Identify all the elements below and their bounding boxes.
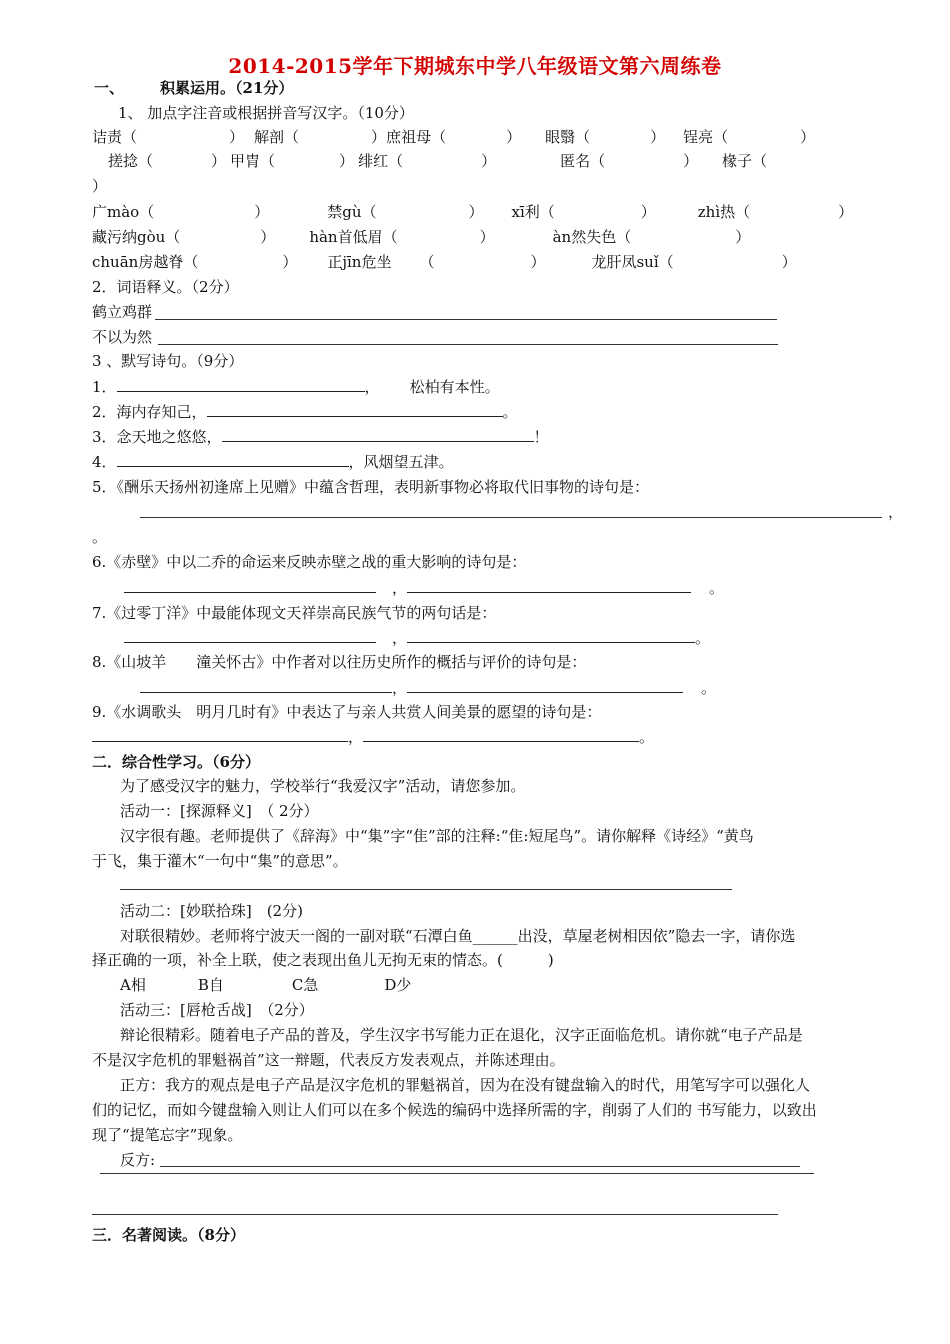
pro-argument-1: 正方：我方的观点是电子产品是汉字危机的罪魁祸首，因为在没有键盘输入的时代，用笔写字可以强化人 — [120, 1076, 811, 1094]
pinyin-row-2-close: ） — [92, 177, 108, 195]
answer-line-term-1[interactable] — [155, 319, 777, 320]
item-label: hàn首低眉（ — [309, 228, 398, 246]
poem-question-9: 9.《水调歌头 明月几时有》中表达了与亲人共赏人间美景的愿望的诗句是： — [92, 703, 602, 721]
pinyin-row-1: 诘责（ ） 解剖（ ）庶祖母（ ） 眼翳（ ） 锃亮（ ） — [92, 128, 816, 146]
blank[interactable] — [124, 578, 376, 593]
item-label: 搓捻（ — [108, 152, 154, 170]
activity-1-title: 活动一：[探源释义] （ 2分） — [120, 802, 319, 820]
section-3-heading: 三．名著阅读。（8分） — [92, 1226, 245, 1244]
answer-line-con-3[interactable] — [92, 1214, 778, 1215]
item-label: 正jīn危坐 — [327, 253, 392, 271]
activity-3-text-2: 不是汉字危机的罪魁祸首”这一辩题，代表反方发表观点，并陈述理由。 — [92, 1051, 565, 1069]
answer-line-con-1[interactable] — [160, 1166, 800, 1167]
blank[interactable] — [363, 727, 639, 742]
con-label: 反方: — [120, 1151, 156, 1169]
poem-question-5: 5．《酬乐天扬州初逢席上见赠》中蕴含哲理，表明新事物必将取代旧事物的诗句是： — [92, 478, 650, 496]
blank[interactable] — [222, 427, 534, 442]
answer-5-comma: ， — [888, 503, 904, 521]
option-d[interactable]: D少 — [384, 976, 412, 994]
section-1-heading: 积累运用。（21分） — [160, 79, 294, 97]
poem-line-1: 1． ， 松柏有本性。 — [92, 378, 500, 396]
item-label: 龙肝凤suǐ（ — [591, 253, 674, 271]
blank[interactable] — [407, 678, 683, 693]
question-3-prompt: 3 、默写诗句。（9分） — [92, 352, 244, 370]
activity-2-text-2: 择正确的一项，补全上联，使之表现出鱼儿无拘无束的情态。( ) — [92, 951, 554, 969]
item-label: xī利（ — [511, 203, 555, 221]
pinyin-row-5: chuān房越脊（ ） 正jīn危坐 （ ） 龙肝凤suǐ（ ） — [92, 253, 797, 271]
answer-line-con-2[interactable] — [100, 1173, 814, 1174]
poem-question-6: 6.《赤壁》中以二乔的命运来反映赤壁之战的重大影响的诗句是： — [92, 553, 527, 571]
answer-6: ， 。 — [124, 578, 724, 598]
item-label: 椽子（ — [722, 152, 768, 170]
item-label: 广mào（ — [92, 203, 155, 221]
activity-3-text-1: 辩论很精彩。随着电子产品的普及，学生汉字书写能力正在退化，汉字正面临危机。请你就“电子产品是 — [120, 1026, 803, 1044]
section-2-intro: 为了感受汉字的魅力，学校举行“我爱汉字”活动，请您参加。 — [120, 777, 526, 795]
activity-1-text-2: 于飞，集于灌木“一句中“集”的意思”。 — [92, 852, 348, 870]
poem-line-4: 4． ，风烟望五津。 — [92, 453, 454, 471]
poem-line-3: 3．念天地之悠悠， ！ — [92, 428, 549, 446]
activity-2-title: 活动二：[妙联拾珠] (2分) — [120, 902, 303, 920]
term-2-label: 不以为然 — [92, 328, 153, 346]
blank[interactable] — [407, 628, 695, 643]
item-label: chuān房越脊（ — [92, 253, 199, 271]
answer-line-term-2[interactable] — [158, 344, 778, 345]
pinyin-row-4: 藏污纳gòu（ ） hàn首低眉（ ） àn然失色（ ） — [92, 228, 751, 246]
poem-line-2: 2．海内存知己， 。 — [92, 403, 518, 421]
item-label: 庶祖母（ — [386, 128, 447, 146]
answer-line-activity-1[interactable] — [120, 889, 732, 890]
item-label: zhì热（ — [697, 203, 751, 221]
question-1-prompt: 1、 加点字注音或根据拼音写汉字。（10分） — [118, 104, 414, 122]
activity-3-title: 活动三：[唇枪舌战] （2分） — [120, 1001, 314, 1019]
item-label: 甲胄（ — [230, 152, 276, 170]
blank[interactable] — [407, 578, 691, 593]
poem-question-7: 7.《过零丁洋》中最能体现文天祥崇高民族气节的两句话是： — [92, 604, 497, 622]
blank[interactable] — [117, 452, 349, 467]
item-label: àn然失色（ — [552, 228, 632, 246]
item-label: 匿名（ — [560, 152, 606, 170]
section-1-number: 一、 — [94, 79, 125, 97]
option-c[interactable]: C急 — [291, 976, 319, 994]
answer-9: ， 。 — [92, 727, 654, 747]
poem-question-8: 8.《山坡羊 潼关怀古》中作者对以往历史所作的概括与评价的诗句是： — [92, 653, 587, 671]
worksheet-title: 2014-2015学年下期城东中学八年级语文第六周练卷 — [228, 54, 722, 78]
item-label: 诘责（ — [92, 128, 138, 146]
item-label: 锃亮（ — [683, 128, 729, 146]
answer-line-5[interactable] — [140, 517, 882, 518]
answer-8: ， 。 — [140, 678, 716, 698]
option-b[interactable]: B自 — [197, 976, 224, 994]
term-1-label: 鹤立鸡群 — [92, 303, 153, 321]
blank[interactable] — [140, 678, 392, 693]
item-label: 绯红（ — [358, 152, 404, 170]
answer-7: ， 。 — [124, 628, 710, 648]
activity-1-text-1: 汉字很有趣。老师提供了《辞海》中“集”字“隹”部的注释:“隹:短尾鸟”。请你解释《诗经》“黄鸟 — [120, 827, 754, 845]
answer-5-period: 。 — [92, 528, 108, 546]
blank[interactable] — [207, 402, 503, 417]
item-label: 解剖（ — [254, 128, 300, 146]
pinyin-row-3: 广mào（ ） 禁gù（ ） xī利（ ） zhì热（ ） — [92, 203, 854, 221]
blank[interactable] — [124, 628, 376, 643]
pinyin-row-2: 搓捻（ ） 甲胄（ ） 绯红（ ） 匿名（ ） 椽子（ — [108, 152, 768, 170]
activity-2-options — [120, 975, 411, 995]
item-label: 眼翳（ — [545, 128, 591, 146]
blank[interactable] — [92, 727, 348, 742]
question-2-prompt: 2．词语释义。（2分） — [92, 278, 239, 296]
blank[interactable] — [117, 377, 365, 392]
item-label: 藏污纳gòu（ — [92, 228, 181, 246]
pro-argument-3: 现了“提笔忘字”现象。 — [92, 1126, 243, 1144]
activity-2-text-1: 对联很精妙。老师将宁波天一阁的一副对联“石潭白鱼______出没，草屋老树相因依”隐去一字，请你选 — [120, 927, 796, 945]
section-2-heading: 二．综合性学习。（6分） — [92, 753, 260, 771]
pro-argument-2: 们的记忆，而如今键盘输入则让人们可以在多个候选的编码中选择所需的字，削弱了人们的 书写能力，以致出 — [92, 1101, 817, 1119]
item-label: 禁gù（ — [327, 203, 377, 221]
option-a[interactable]: A相 — [120, 976, 146, 994]
